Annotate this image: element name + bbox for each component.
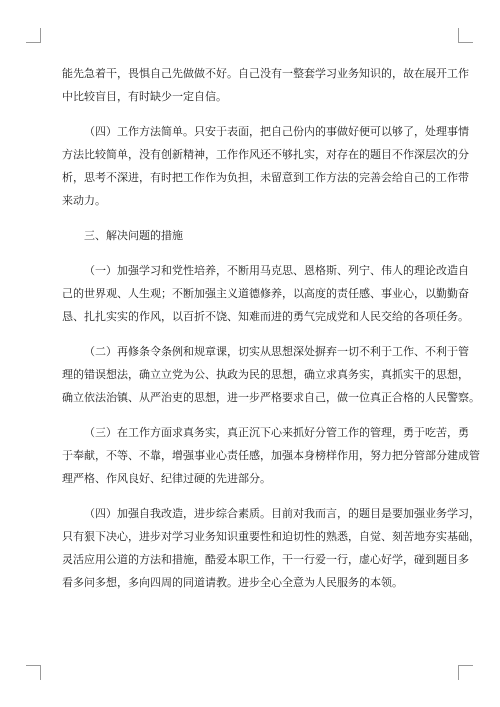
paragraph-line: （二）再修条令条例和规章课，切实从思想深处摒弃一切不利于工作、不利于管 (84, 345, 469, 358)
crop-mark-bottom-right (458, 665, 473, 680)
paragraph-line: 中比较盲目，有时缺少一定自信。 (62, 90, 227, 103)
paragraph-line: 恳、扎扎实实的作风，以百折不饶、知难而进的勇气完成党和人民交给的各项任务。 (62, 310, 469, 323)
crop-mark-top-left (26, 28, 41, 43)
paragraph-line: 于奉献，不等、不靠，增强事业心责任感，加强本身榜样作用，努力把分管部分建成管 (62, 449, 480, 462)
paragraph-2 (62, 120, 469, 212)
paragraph-line: 己的世界观、人生观；不断加强主义道德修养，以高度的责任感、事业心，以勤勤奋 (62, 287, 469, 300)
paragraph-line: 理严格、作风良好、纪律过硬的先进部分。 (62, 472, 271, 485)
document-body (62, 62, 480, 594)
paragraph-5 (62, 421, 480, 490)
paragraph-line: （四）工作方法简单。只安于表面，把自己份内的事做好便可以够了，处理事情 (84, 125, 469, 138)
paragraph-line: 理的错误想法，确立立党为公、执政为民的思想，确立求真务实，真抓实干的思想， (62, 368, 469, 381)
paragraph-line: 方法比较简单，没有创新精神，工作作风还不够扎实，对存在的题目不作深层次的分 (62, 148, 469, 161)
paragraph-line: （四）加强自我改造，进步综合素质。目前对我而言，的题目是要加强业务学习， (84, 507, 480, 520)
section-heading (62, 224, 436, 247)
paragraph-line: 只有狠下决心，进步对学习业务知识重要性和迫切性的熟悉，自觉、刻苦地夯实基础， (62, 530, 480, 543)
crop-mark-top-right (458, 28, 473, 43)
paragraph-6 (62, 502, 480, 594)
paragraph-line: 来动力。 (62, 194, 106, 207)
paragraph-4 (62, 340, 480, 409)
paragraph-line: （一）加强学习和党性培养，不断用马克思、恩格斯、列宁、伟人的理论改造自 (84, 264, 469, 277)
crop-mark-bottom-left (26, 665, 41, 680)
paragraph-3 (62, 259, 469, 328)
paragraph-line: 能先急着干，畏惧自己先做做不好。自己没有一整套学习业务知识的，故在展开工作 (62, 67, 469, 80)
paragraph-line: 确立依法治镇、从严治吏的思想，进一步严格要求自己，做一位真正合格的人民警察。 (62, 391, 480, 404)
section-heading-text: 三、解决问题的措施 (84, 229, 183, 242)
paragraph-line: （三）在工作方面求真务实，真正沉下心来抓好分管工作的管理，勇于吃苦，勇 (84, 426, 469, 439)
paragraph-line: 析，思考不深进，有时把工作作为负担，未留意到工作方法的完善会给自己的工作带 (62, 171, 469, 184)
paragraph-line: 看多问多想，多向四周的同道请教。进步全心全意为人民服务的本领。 (62, 576, 403, 589)
paragraph-line: 灵活应用公道的方法和措施，酷爱本职工作，干一行爱一行，虚心好学，碰到题目多 (62, 553, 469, 566)
paragraph-1 (62, 62, 469, 108)
